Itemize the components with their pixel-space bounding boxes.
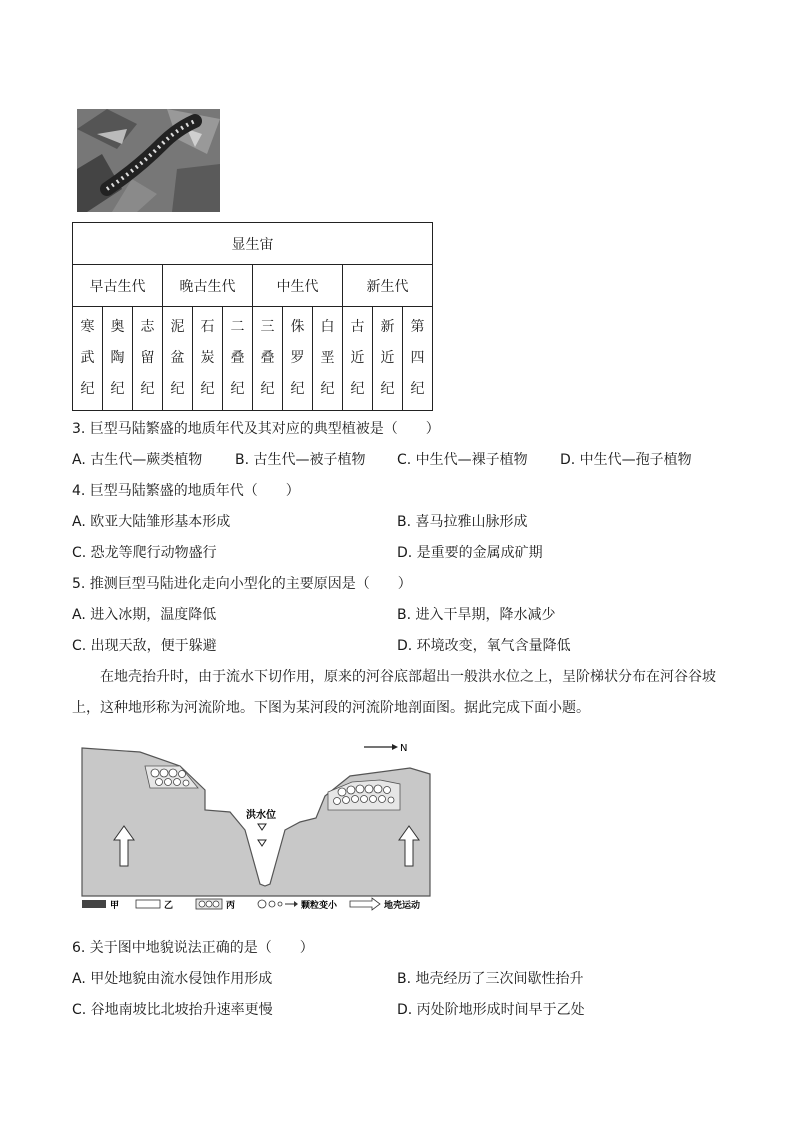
- question-4-option-a[interactable]: A. 欧亚大陆雏形基本形成: [72, 514, 231, 530]
- period-char: 石: [200, 319, 215, 335]
- legend-crust-icon: [350, 898, 380, 910]
- period-cell: [193, 307, 223, 411]
- period-char: 纪: [140, 381, 155, 397]
- period-cell: [343, 307, 373, 411]
- period-cell: [163, 307, 193, 411]
- question-6-option-a[interactable]: A. 甲处地貌由流水侵蚀作用形成: [72, 971, 273, 987]
- period-char: 寒: [80, 319, 95, 335]
- question-3-option-b[interactable]: B. 古生代—被子植物: [235, 452, 366, 468]
- period-char: 垩: [320, 350, 335, 366]
- question-5-option-d[interactable]: D. 环境改变，氧气含量降低: [397, 638, 571, 654]
- question-5-option-b[interactable]: B. 进入干旱期，降水减少: [397, 607, 556, 623]
- question-4-stem: 4. 巨型马陆繁盛的地质年代（ ）: [72, 483, 300, 499]
- period-char: 炭: [200, 350, 215, 366]
- question-5-option-a[interactable]: A. 进入冰期，温度降低: [72, 607, 217, 623]
- era-cell: 晚古生代: [163, 265, 253, 307]
- question-5-stem: 5. 推测巨型马陆进化走向小型化的主要原因是（ ）: [72, 576, 412, 592]
- period-char: 志: [140, 319, 155, 335]
- geologic-time-table: [72, 222, 433, 411]
- svg-text:乙: 乙: [164, 901, 174, 911]
- question-3-option-a[interactable]: A. 古生代—蕨类植物: [72, 452, 203, 468]
- period-char: 纪: [410, 381, 425, 397]
- period-char: 白: [320, 319, 335, 335]
- period-cell: [73, 307, 103, 411]
- period-char: 纪: [290, 381, 305, 397]
- period-char: 纪: [350, 381, 365, 397]
- period-char: 纪: [320, 381, 335, 397]
- period-cell: [283, 307, 313, 411]
- period-cell: [133, 307, 163, 411]
- eon-cell: 显生宙: [73, 223, 433, 265]
- period-char: 罗: [290, 350, 305, 366]
- legend-jia-swatch: [82, 900, 106, 908]
- river-terrace-diagram: [80, 738, 432, 916]
- question-3-stem: 3. 巨型马陆繁盛的地质年代及其对应的典型植被是（ ）: [72, 421, 440, 437]
- svg-text:丙: 丙: [226, 901, 236, 911]
- question-5-option-c[interactable]: C. 出现天敌，便于躲避: [72, 638, 217, 654]
- terrain-profile: [82, 748, 430, 896]
- period-cell: [253, 307, 283, 411]
- period-char: 叠: [230, 350, 245, 366]
- period-char: 纪: [230, 381, 245, 397]
- millipede-photo: [77, 109, 220, 212]
- question-4-option-b[interactable]: B. 喜马拉雅山脉形成: [397, 514, 528, 530]
- question-4-option-d[interactable]: D. 是重要的金属成矿期: [397, 545, 543, 561]
- period-char: 盆: [170, 350, 185, 366]
- period-char: 叠: [260, 350, 275, 366]
- period-char: 泥: [170, 319, 185, 335]
- period-char: 古: [350, 319, 365, 335]
- legend-grain-icon: [258, 900, 266, 908]
- era-cell: 中生代: [253, 265, 343, 307]
- question-3-option-d[interactable]: D. 中生代—孢子植物: [560, 452, 692, 468]
- period-char: 纪: [380, 381, 395, 397]
- question-6-option-d[interactable]: D. 丙处阶地形成时间早于乙处: [397, 1002, 585, 1018]
- question-3-option-c[interactable]: C. 中生代—裸子植物: [397, 452, 528, 468]
- svg-text:颗粒变小: 颗粒变小: [301, 901, 338, 911]
- svg-text:地壳运动: 地壳运动: [384, 901, 421, 911]
- period-char: 纪: [170, 381, 185, 397]
- period-char: 纪: [80, 381, 95, 397]
- question-6-stem: 6. 关于图中地貌说法正确的是（ ）: [72, 940, 314, 956]
- period-char: 陶: [110, 350, 125, 366]
- diagram-legend: [82, 898, 420, 911]
- period-cell: [223, 307, 253, 411]
- period-char: 新: [380, 319, 395, 335]
- period-char: 留: [140, 350, 155, 366]
- question-6-option-c[interactable]: C. 谷地南坡比北坡抬升速率更慢: [72, 1002, 273, 1018]
- period-char: 纪: [110, 381, 125, 397]
- period-char: 二: [230, 319, 245, 335]
- legend-yi-swatch: [136, 900, 160, 908]
- intro-paragraph: 在地壳抬升时，由于流水下切作用，原来的河谷底部超出一般洪水位之上，呈阶梯状分布在河谷谷坡上，这种地形称为河流阶地。下图为某河段的河流阶地剖面图。据此完成下面小题。: [72, 669, 716, 716]
- period-char: 武: [80, 350, 95, 366]
- period-char: 侏: [290, 319, 305, 335]
- period-cell: [313, 307, 343, 411]
- period-cell: [403, 307, 433, 411]
- period-char: 奥: [110, 319, 125, 335]
- period-char: 四: [410, 350, 425, 366]
- era-cell: 早古生代: [73, 265, 163, 307]
- period-cell: [103, 307, 133, 411]
- period-char: 纪: [200, 381, 215, 397]
- period-char: 近: [380, 350, 395, 366]
- svg-text:甲: 甲: [110, 901, 120, 911]
- question-6-option-b[interactable]: B. 地壳经历了三次间歇性抬升: [397, 971, 584, 987]
- period-char: 第: [410, 319, 425, 335]
- flood-level-label: 洪水位: [246, 810, 276, 821]
- question-4-option-c[interactable]: C. 恐龙等爬行动物盛行: [72, 545, 217, 561]
- period-char: 近: [350, 350, 365, 366]
- north-label: N: [400, 743, 408, 754]
- period-char: 三: [260, 319, 275, 335]
- period-char: 纪: [260, 381, 275, 397]
- period-cell: [373, 307, 403, 411]
- era-cell: 新生代: [343, 265, 433, 307]
